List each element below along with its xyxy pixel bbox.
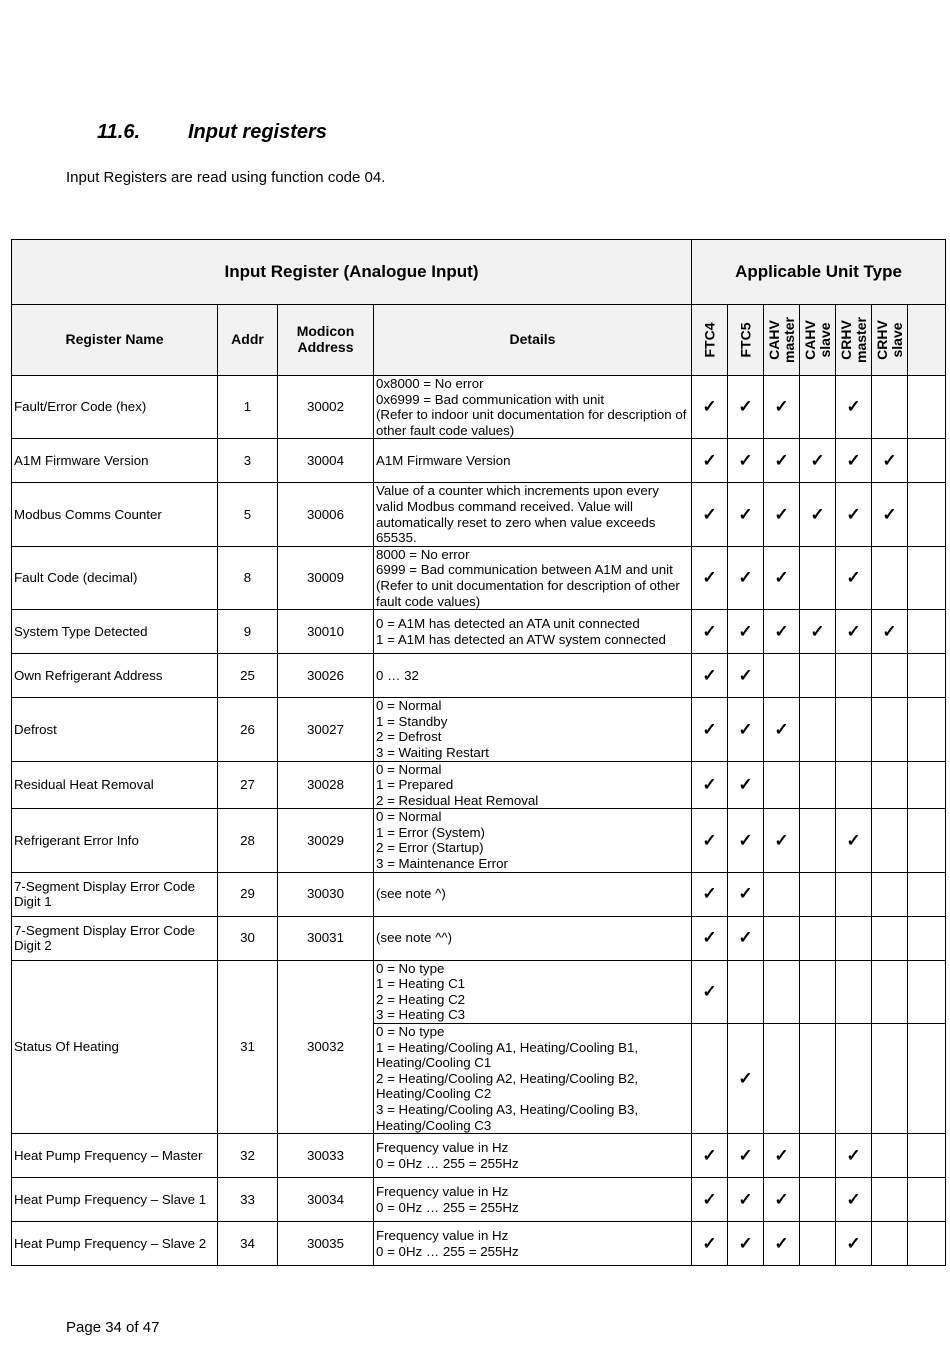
- register-details: [374, 1178, 692, 1222]
- details-line: 0 … 32: [376, 667, 419, 683]
- check-mark: ✓: [692, 872, 728, 916]
- register-details: [374, 761, 692, 809]
- empty-cell: [800, 546, 836, 609]
- check-mark: ✓: [764, 809, 800, 872]
- register-details: [374, 1024, 692, 1134]
- check-mark: ✓: [692, 960, 728, 1023]
- empty-cell: [836, 1024, 872, 1134]
- column-header-unit-type: [692, 305, 728, 376]
- empty-cell: [764, 761, 800, 809]
- check-mark: ✓: [728, 439, 764, 483]
- table-row: [12, 960, 946, 1023]
- section-heading: [97, 121, 327, 144]
- details-line: 2 = Residual Heat Removal: [376, 792, 539, 808]
- details-line: 1 = Standby: [376, 713, 448, 729]
- empty-cell: [908, 698, 946, 761]
- check-mark: ✓: [764, 1134, 800, 1178]
- empty-cell: [836, 960, 872, 1023]
- register-addr: 32: [218, 1134, 278, 1178]
- check-mark: ✓: [692, 1222, 728, 1266]
- check-mark: ✓: [764, 698, 800, 761]
- empty-cell: [908, 1134, 946, 1178]
- details-line: 0 = 0Hz … 255 = 255Hz: [376, 1199, 519, 1215]
- empty-cell: [908, 483, 946, 546]
- empty-cell: [764, 916, 800, 960]
- unit-type-label: FTC5: [737, 322, 753, 358]
- check-mark: ✓: [728, 1178, 764, 1222]
- table-row: [12, 1134, 946, 1178]
- modicon-address: 30031: [278, 916, 374, 960]
- register-name: Own Refrigerant Address: [12, 654, 218, 698]
- check-mark: ✓: [836, 610, 872, 654]
- table-row: [12, 376, 946, 439]
- modicon-address: 30029: [278, 809, 374, 872]
- empty-cell: [800, 1178, 836, 1222]
- register-name: Heat Pump Frequency – Master: [12, 1134, 218, 1178]
- intro-text: Input Registers are read using function code 04.: [66, 169, 386, 186]
- register-details: [374, 872, 692, 916]
- check-mark: ✓: [728, 654, 764, 698]
- check-mark: ✓: [836, 1178, 872, 1222]
- check-mark: ✓: [692, 1134, 728, 1178]
- details-line: 1 = Error (System): [376, 824, 485, 840]
- register-details: [374, 439, 692, 483]
- register-details: [374, 483, 692, 546]
- details-line: 0x6999 = Bad communication with unit: [376, 391, 605, 407]
- column-header-details: Details: [374, 305, 692, 376]
- empty-cell: [800, 1222, 836, 1266]
- table-row: [12, 916, 946, 960]
- register-addr: 9: [218, 610, 278, 654]
- details-line: 2 = Heating C2: [376, 991, 466, 1007]
- details-line: 0 = No type: [376, 1024, 445, 1040]
- table-row: [12, 761, 946, 809]
- check-mark: ✓: [692, 654, 728, 698]
- table-row: [12, 483, 946, 546]
- register-details: [374, 654, 692, 698]
- empty-cell: [800, 872, 836, 916]
- register-name: Heat Pump Frequency – Slave 2: [12, 1222, 218, 1266]
- check-mark: ✓: [836, 1134, 872, 1178]
- check-mark: ✓: [692, 610, 728, 654]
- unit-type-label: slave: [888, 322, 905, 358]
- check-mark: ✓: [728, 610, 764, 654]
- table-row: [12, 809, 946, 872]
- register-addr: 29: [218, 872, 278, 916]
- details-line: (Refer to indoor unit documentation for description of other fault code values): [376, 407, 687, 438]
- modicon-address: 30002: [278, 376, 374, 439]
- column-header-register-name: Register Name: [12, 305, 218, 376]
- empty-cell: [836, 916, 872, 960]
- details-line: 3 = Maintenance Error: [376, 856, 508, 872]
- check-mark: ✓: [836, 483, 872, 546]
- modicon-address: 30032: [278, 960, 374, 1134]
- register-name: 7-Segment Display Error Code Digit 1: [12, 872, 218, 916]
- check-mark: ✓: [728, 761, 764, 809]
- register-name: Fault/Error Code (hex): [12, 376, 218, 439]
- unit-type-label: CRHV: [837, 320, 854, 360]
- details-line: 1 = Prepared: [376, 777, 454, 793]
- table-row: [12, 872, 946, 916]
- unit-type-label: slave: [816, 322, 833, 358]
- details-line: 6999 = Bad communication between A1M and unit: [376, 562, 673, 578]
- group-header-unit-type: Applicable Unit Type: [692, 240, 946, 305]
- check-mark: ✓: [692, 376, 728, 439]
- details-line: 0 = A1M has detected an ATA unit connected: [376, 616, 640, 632]
- check-mark: ✓: [764, 439, 800, 483]
- column-header-unit-type: [764, 305, 800, 376]
- table-row: [12, 546, 946, 609]
- modicon-address: 30034: [278, 1178, 374, 1222]
- table-row: [12, 698, 946, 761]
- register-name: System Type Detected: [12, 610, 218, 654]
- details-line: 1 = A1M has detected an ATW system connected: [376, 631, 666, 647]
- empty-cell: [908, 654, 946, 698]
- empty-cell: [800, 761, 836, 809]
- modicon-address: 30030: [278, 872, 374, 916]
- empty-cell: [908, 1178, 946, 1222]
- check-mark: ✓: [728, 698, 764, 761]
- empty-cell: [908, 610, 946, 654]
- empty-cell: [872, 916, 908, 960]
- modicon-address: 30010: [278, 610, 374, 654]
- register-addr: 1: [218, 376, 278, 439]
- column-header-unit-type: [800, 305, 836, 376]
- details-line: 0 = No type: [376, 960, 445, 976]
- table-row: [12, 610, 946, 654]
- details-line: (see note ^^): [376, 930, 453, 946]
- register-details: [374, 1222, 692, 1266]
- details-line: 0x8000 = No error: [376, 376, 484, 391]
- modicon-address: 30028: [278, 761, 374, 809]
- check-mark: ✓: [728, 1134, 764, 1178]
- empty-cell: [764, 654, 800, 698]
- empty-cell: [908, 960, 946, 1023]
- details-line: A1M Firmware Version: [376, 453, 511, 469]
- empty-cell: [872, 1222, 908, 1266]
- details-line: (see note ^): [376, 886, 446, 902]
- empty-cell: [908, 1222, 946, 1266]
- empty-cell: [764, 1024, 800, 1134]
- details-line: 3 = Waiting Restart: [376, 744, 489, 760]
- register-name: Residual Heat Removal: [12, 761, 218, 809]
- check-mark: ✓: [764, 1178, 800, 1222]
- register-addr: 5: [218, 483, 278, 546]
- modicon-address: 30006: [278, 483, 374, 546]
- check-mark: ✓: [728, 872, 764, 916]
- unit-type-label: master: [852, 317, 869, 363]
- table-row: [12, 654, 946, 698]
- empty-cell: [872, 654, 908, 698]
- register-addr: 8: [218, 546, 278, 609]
- check-mark: ✓: [800, 439, 836, 483]
- check-mark: ✓: [728, 809, 764, 872]
- check-mark: ✓: [872, 483, 908, 546]
- empty-cell: [872, 1134, 908, 1178]
- unit-type-label: master: [780, 317, 797, 363]
- register-details: [374, 376, 692, 439]
- check-mark: ✓: [692, 546, 728, 609]
- check-mark: ✓: [692, 698, 728, 761]
- empty-cell: [800, 809, 836, 872]
- unit-type-label: CAHV: [801, 320, 818, 360]
- empty-cell: [872, 809, 908, 872]
- empty-cell: [836, 654, 872, 698]
- group-header-register: Input Register (Analogue Input): [12, 240, 692, 305]
- empty-cell: [872, 546, 908, 609]
- register-details: [374, 698, 692, 761]
- table-row: [12, 1178, 946, 1222]
- empty-cell: [872, 1024, 908, 1134]
- empty-cell: [800, 1134, 836, 1178]
- modicon-address: 30026: [278, 654, 374, 698]
- unit-type-label: FTC4: [701, 322, 717, 358]
- empty-cell: [908, 546, 946, 609]
- check-mark: ✓: [728, 1222, 764, 1266]
- empty-cell: [908, 376, 946, 439]
- empty-cell: [908, 872, 946, 916]
- modicon-address: 30027: [278, 698, 374, 761]
- register-addr: 26: [218, 698, 278, 761]
- modicon-address: 30035: [278, 1222, 374, 1266]
- details-line: 1 = Heating/Cooling A1, Heating/Cooling B1, Heating/Cooling C1: [376, 1039, 639, 1071]
- register-name: A1M Firmware Version: [12, 439, 218, 483]
- details-line: 0 = Normal: [376, 698, 442, 714]
- details-line: 0 = 0Hz … 255 = 255Hz: [376, 1243, 519, 1259]
- empty-cell: [836, 872, 872, 916]
- empty-cell: [908, 439, 946, 483]
- check-mark: ✓: [764, 376, 800, 439]
- empty-cell: [728, 960, 764, 1023]
- register-name: Modbus Comms Counter: [12, 483, 218, 546]
- check-mark: ✓: [800, 610, 836, 654]
- check-mark: ✓: [764, 1222, 800, 1266]
- register-addr: 30: [218, 916, 278, 960]
- details-line: 3 = Heating/Cooling A3, Heating/Cooling B3, Heating/Cooling C3: [376, 1102, 639, 1133]
- empty-cell: [836, 698, 872, 761]
- details-line: 0 = Normal: [376, 761, 442, 777]
- table-row: [12, 1222, 946, 1266]
- register-addr: 25: [218, 654, 278, 698]
- empty-cell: [872, 1178, 908, 1222]
- register-addr: 33: [218, 1178, 278, 1222]
- check-mark: ✓: [692, 439, 728, 483]
- details-line: 2 = Error (Startup): [376, 840, 484, 856]
- empty-cell: [908, 761, 946, 809]
- details-line: Frequency value in Hz: [376, 1228, 509, 1244]
- details-line: 3 = Heating C3: [376, 1007, 466, 1023]
- empty-cell: [872, 872, 908, 916]
- check-mark: ✓: [836, 376, 872, 439]
- modicon-address: 30009: [278, 546, 374, 609]
- check-mark: ✓: [728, 916, 764, 960]
- table-row: [12, 439, 946, 483]
- register-name: Status Of Heating: [12, 960, 218, 1134]
- column-header-blank: [908, 305, 946, 376]
- check-mark: ✓: [764, 610, 800, 654]
- check-mark: ✓: [764, 546, 800, 609]
- page-footer: Page 34 of 47: [66, 1319, 160, 1336]
- register-addr: 28: [218, 809, 278, 872]
- register-name: Refrigerant Error Info: [12, 809, 218, 872]
- check-mark: ✓: [836, 439, 872, 483]
- register-details: [374, 809, 692, 872]
- section-title: Input registers: [188, 121, 327, 143]
- check-mark: ✓: [836, 809, 872, 872]
- column-header-addr: Addr: [218, 305, 278, 376]
- details-line: Frequency value in Hz: [376, 1140, 509, 1156]
- check-mark: ✓: [728, 1024, 764, 1134]
- check-mark: ✓: [692, 483, 728, 546]
- details-line: (Refer to unit documentation for description of other fault code values): [376, 577, 680, 609]
- details-line: 8000 = No error: [376, 546, 470, 562]
- empty-cell: [872, 698, 908, 761]
- register-name: 7-Segment Display Error Code Digit 2: [12, 916, 218, 960]
- empty-cell: [764, 960, 800, 1023]
- column-header-unit-type: [872, 305, 908, 376]
- check-mark: ✓: [692, 1178, 728, 1222]
- check-mark: ✓: [872, 439, 908, 483]
- register-name: Heat Pump Frequency – Slave 1: [12, 1178, 218, 1222]
- register-details: [374, 546, 692, 609]
- modicon-address: 30004: [278, 439, 374, 483]
- register-details: [374, 1134, 692, 1178]
- column-header-unit-type: [836, 305, 872, 376]
- register-name: Fault Code (decimal): [12, 546, 218, 609]
- register-details: [374, 610, 692, 654]
- check-mark: ✓: [692, 916, 728, 960]
- empty-cell: [800, 698, 836, 761]
- details-line: 2 = Heating/Cooling A2, Heating/Cooling B2, Heating/Cooling C2: [376, 1070, 639, 1102]
- unit-type-label: CAHV: [765, 320, 782, 360]
- check-mark: ✓: [836, 1222, 872, 1266]
- empty-cell: [872, 960, 908, 1023]
- empty-cell: [908, 809, 946, 872]
- check-mark: ✓: [764, 483, 800, 546]
- empty-cell: [800, 960, 836, 1023]
- check-mark: ✓: [836, 546, 872, 609]
- empty-cell: [908, 1024, 946, 1134]
- register-addr: 3: [218, 439, 278, 483]
- column-header-unit-type: [728, 305, 764, 376]
- register-addr: 27: [218, 761, 278, 809]
- empty-cell: [800, 376, 836, 439]
- check-mark: ✓: [728, 376, 764, 439]
- register-details: [374, 960, 692, 1023]
- check-mark: ✓: [800, 483, 836, 546]
- input-registers-table: [11, 239, 946, 1266]
- check-mark: ✓: [872, 610, 908, 654]
- column-header-modicon: Modicon Address: [278, 305, 374, 376]
- check-mark: ✓: [692, 761, 728, 809]
- check-mark: ✓: [692, 809, 728, 872]
- empty-cell: [764, 872, 800, 916]
- empty-cell: [872, 376, 908, 439]
- details-line: 0 = 0Hz … 255 = 255Hz: [376, 1155, 519, 1171]
- details-line: 0 = Normal: [376, 809, 442, 825]
- details-line: 2 = Defrost: [376, 729, 442, 745]
- register-details: [374, 916, 692, 960]
- empty-cell: [692, 1024, 728, 1134]
- empty-cell: [800, 1024, 836, 1134]
- empty-cell: [800, 654, 836, 698]
- empty-cell: [908, 916, 946, 960]
- details-line: 1 = Heating C1: [376, 976, 466, 992]
- empty-cell: [872, 761, 908, 809]
- register-addr: 31: [218, 960, 278, 1134]
- details-line: Value of a counter which increments upon every valid Modbus command received. Value will automatically reset to zero when value exceeds 65535.: [376, 483, 659, 546]
- section-number: 11.6.: [97, 121, 140, 143]
- register-addr: 34: [218, 1222, 278, 1266]
- details-line: Frequency value in Hz: [376, 1184, 509, 1200]
- check-mark: ✓: [728, 483, 764, 546]
- register-name: Defrost: [12, 698, 218, 761]
- empty-cell: [836, 761, 872, 809]
- empty-cell: [800, 916, 836, 960]
- check-mark: ✓: [728, 546, 764, 609]
- unit-type-label: CRHV: [873, 320, 890, 360]
- modicon-address: 30033: [278, 1134, 374, 1178]
